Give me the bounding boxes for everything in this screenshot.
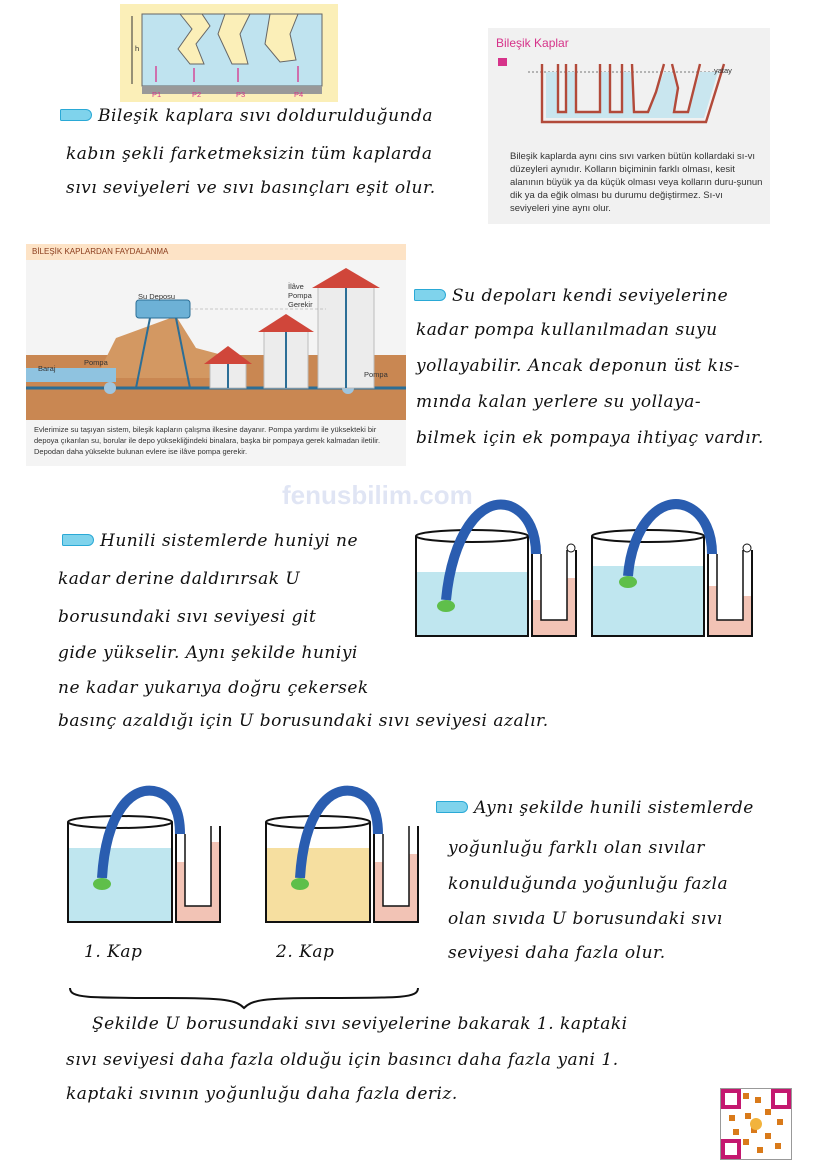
su-deposu-label: Su Deposu [138, 292, 176, 301]
note-4-line-2: yoğunluğu farklı olan sıvılar [448, 838, 705, 858]
note-3-line-2: kadar derine daldırırsak U [58, 569, 301, 589]
pressure-containers-figure [120, 4, 338, 102]
watermark: fenusbilim.com [282, 480, 473, 510]
qr-code[interactable] [720, 1088, 792, 1160]
note-2-line-5: bilmek için ek pompaya ihtiyaç vardır. [416, 428, 764, 448]
note-3-line-3: borusundaki sıvı seviyesi git [58, 607, 317, 627]
funnel-density-figure [62, 782, 422, 932]
arrow-icon [436, 801, 468, 813]
note-3-line-6: basınç azaldığı için U borusundaki sıvı seviyesi azalır. [58, 711, 549, 731]
water-supply-title: BİLEŞİK KAPLARDAN FAYDALANMA [26, 244, 406, 260]
pompa-right-label: Pompa [364, 370, 388, 379]
note-4-line-5: seviyesi daha fazla olur. [448, 943, 666, 963]
curly-brace [66, 984, 426, 1010]
note-4-line-4: olan sıvıda U borusundaki sıvı [448, 909, 723, 929]
height-label: h [135, 44, 140, 53]
note-4-line-3: konulduğunda yoğunluğu fazla [448, 874, 729, 894]
water-supply-figure [26, 244, 406, 466]
arrow-icon [414, 289, 446, 301]
kap-2-label: 2. Kap [276, 942, 335, 962]
pressure-label-4: P4 [294, 90, 304, 99]
note-2-line-3: yollayabilir. Ancak deponun üst kıs- [416, 356, 740, 376]
pompa-gerekir-label-1: Pompa [288, 291, 312, 300]
book-icon [498, 58, 507, 66]
note-1-line-1: Bileşik kaplara sıvı doldurulduğunda [60, 108, 433, 125]
bilesik-kaplar-title: Bileşik Kaplar [496, 36, 569, 50]
bilesik-kaplar-box [488, 28, 770, 224]
note-3-line-4: gide yükselir. Aynı şekilde huniyi [58, 643, 358, 663]
note-2-line-1: Su depoları kendi seviyelerine [414, 288, 728, 305]
note-2-line-2: kadar pompa kullanılmadan suyu [416, 320, 718, 340]
baraj-label: Baraj [38, 364, 56, 373]
bilesik-caption: Bileşik kaplarda aynı cins sıvı varken bütün kollardaki sı-vı düzeyleri aynıdır. Kolların biçiminin farklı olması, kesit alanının büyük ya da küçük olması veya kolların duru-şunun dik ya da eğik olması bu durumu değiştirmez. Sı-vı seviyeleri yine aynı olur. [510, 151, 763, 214]
conclusion-line-3: kaptaki sıvının yoğunluğu daha fazla deriz. [66, 1084, 458, 1104]
note-3-line-1: Hunili sistemlerde huniyi ne [62, 533, 358, 550]
ilave-label: İlâve [288, 282, 304, 291]
note-3-line-5: ne kadar yukarıya doğru çekersek [58, 678, 369, 698]
kap-1-label: 1. Kap [84, 942, 143, 962]
pressure-label-3: P3 [236, 90, 246, 99]
level-label: yatay [714, 66, 732, 75]
pompa-gerekir-label-2: Gerekir [288, 300, 313, 309]
funnel-depth-figure [410, 496, 770, 646]
conclusion-line-1: Şekilde U borusundaki sıvı seviyelerine bakarak 1. kaptaki [92, 1014, 628, 1034]
note-1-line-3: sıvı seviyeleri ve sıvı basınçları eşit olur. [66, 178, 436, 198]
pressure-label-1: P1 [152, 90, 162, 99]
water-supply-caption: Evlerimize su taşıyan sistem, bileşik kapların çalışma ilkesine dayanır. Pompa yardımı ile yüksekteki bir depoya çıkarılan su, borular ile depo yüksekliğindeki binalara, başka bir pompaya gerek kalmadan iletilir. Depodan daha yüksekte bulunan evlere ise ilâve pompa gerekir. [34, 425, 381, 456]
conclusion-line-2: sıvı seviyesi daha fazla olduğu için basıncı daha fazla yani 1. [66, 1050, 619, 1070]
note-4-line-1: Aynı şekilde hunili sistemlerde [436, 800, 754, 817]
note-1-line-2: kabın şekli farketmeksizin tüm kaplarda [66, 144, 433, 164]
pressure-label-2: P2 [192, 90, 202, 99]
note-2-line-4: mında kalan yerlere su yollaya- [416, 392, 702, 412]
arrow-icon [60, 109, 92, 121]
pompa-left-label: Pompa [84, 358, 108, 367]
arrow-icon [62, 534, 94, 546]
